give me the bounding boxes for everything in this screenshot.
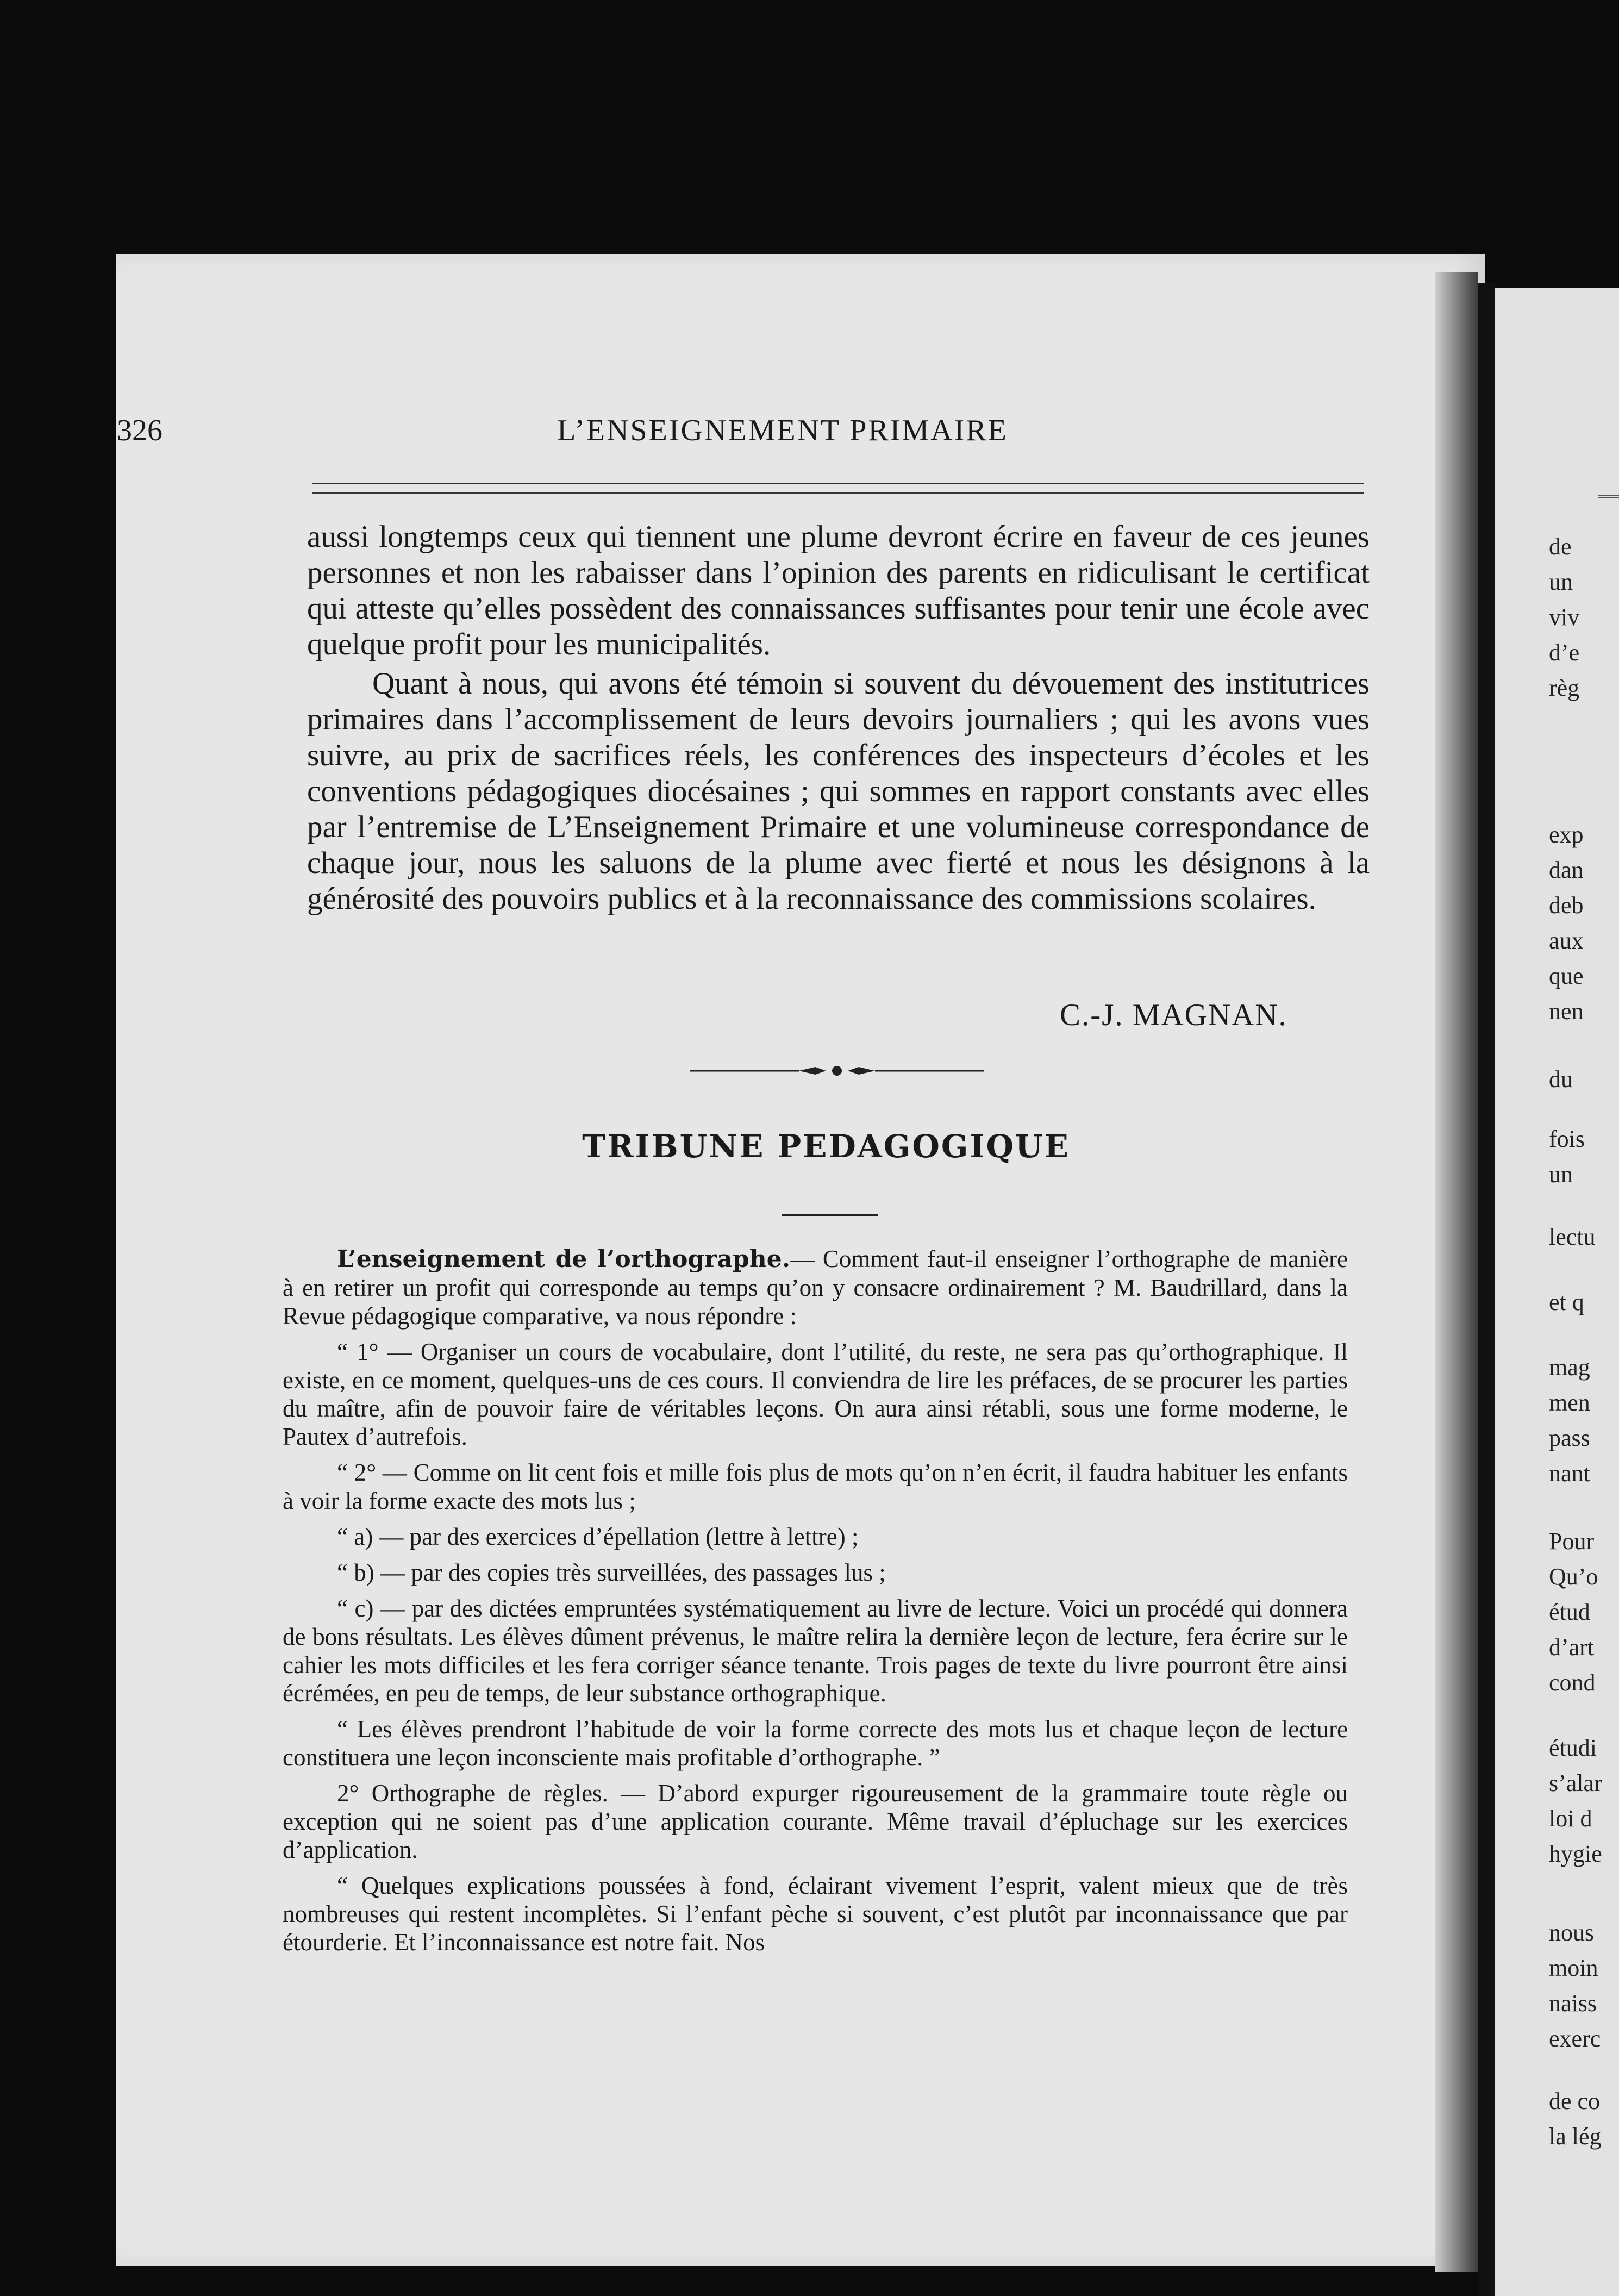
section-paragraph: “ Les élèves prendront l’habitude de voir la forme correcte des mots lus et chaque leçon de lecture constituera une leçon inconsciente mais profitable d’orthographe. ” (283, 1715, 1348, 1771)
section-paragraph: “ b) — par des copies très surveillées, des passages lus ; (337, 1559, 886, 1586)
section-paragraph: “ Quelques explications poussées à fond, éclairant vivement l’esprit, valent mieux que de très nombreuses qui restent incomplètes. Si l’enfant pèche si souvent, c’est plutôt par inconnaissance que par étourderie. Et l’inconnaissance est notre fait. Nos (283, 1872, 1348, 1956)
adjacent-page-fragment: de (1549, 533, 1572, 560)
adjacent-page-fragment: Qu’o (1549, 1563, 1598, 1590)
section-title-rule (782, 1214, 878, 1216)
adjacent-page-fragment: exp (1549, 821, 1584, 848)
adjacent-page-fragment: aux (1549, 927, 1584, 954)
adjacent-page-fragment: nen (1549, 998, 1584, 1025)
adjacent-page-fragment: s’alar (1549, 1770, 1602, 1796)
adjacent-page-fragment: loi d (1549, 1805, 1592, 1832)
article-signature: C.-J. MAGNAN. (1060, 998, 1287, 1032)
adjacent-page-fragment: étud (1549, 1599, 1590, 1625)
adjacent-page-fragment: un (1549, 569, 1573, 595)
article-end (307, 519, 1370, 920)
adjacent-page-fragment: de co (1549, 2088, 1601, 2114)
adjacent-page-fragment: la lég (1549, 2123, 1602, 2150)
adjacent-page-fragment: que (1549, 963, 1584, 989)
lead-paragraph (283, 1245, 1348, 1330)
section-body (283, 1245, 1348, 1964)
adjacent-page-fragment: nant (1549, 1460, 1590, 1487)
adjacent-page-fragment: d’e (1549, 639, 1580, 666)
adjacent-page-fragment: étudi (1549, 1735, 1597, 1761)
page-gutter (1435, 272, 1478, 2272)
adjacent-page-fragment: moin (1549, 1955, 1598, 1981)
adjacent-page-fragment: un (1549, 1161, 1573, 1188)
header-double-rule (312, 483, 1364, 494)
adjacent-page-header-rule (1598, 495, 1619, 498)
journal-title: L’ENSEIGNEMENT PRIMAIRE (557, 414, 1008, 447)
section-paragraph: “ 1° — Organiser un cours de vocabulaire, dont l’utilité, du reste, ne sera pas qu’orthographique. Il existe, en ce moment, quelques-uns de ces cours. Il conviendra de lire les préfaces, de se procurer les parties du maître, afin de pouvoir faire de véritables leçons. On aura ainsi rétabli, sous une forme moderne, le Pautex d’autrefois. (283, 1338, 1348, 1450)
adjacent-page-fragment: men (1549, 1389, 1590, 1416)
adjacent-page-fragment: pass (1549, 1425, 1590, 1451)
adjacent-page-fragment: et q (1549, 1289, 1584, 1315)
page-number: 326 (117, 414, 162, 447)
adjacent-page-fragment: naiss (1549, 1990, 1597, 2017)
adjacent-page-fragment: dan (1549, 857, 1584, 883)
section-paragraph: “ a) — par des exercices d’épellation (lettre à lettre) ; (337, 1523, 859, 1550)
section-paragraph: “ 2° — Comme on lit cent fois et mille fois plus de mots qu’on n’en écrit, il faudra habituer les enfants à voir la forme exacte des mots lus ; (283, 1459, 1348, 1514)
adjacent-page-fragment: mag (1549, 1354, 1590, 1381)
article-paragraph: Quant à nous, qui avons été témoin si souvent du dévouement des institutrices primaires dans l’accomplissement de leurs devoirs journaliers ; qui les avons vues suivre, au prix de sacrifices réels, les conférences des inspecteurs d’écoles et les conventions pédagogiques diocésaines ; qui sommes en rapport constants avec elles par l’entremise de L’Enseignement Primaire et une volumineuse correspondance de chaque jour, nous les saluons de la plume avec fierté et nous les désignons à la générosité des pouvoirs publics et à la reconnaissance des commissions scolaires. (307, 666, 1370, 916)
lead-heading: L’enseignement de l’orthographe. (337, 1245, 791, 1273)
adjacent-page-fragment: du (1549, 1066, 1573, 1093)
adjacent-page-fragment: deb (1549, 892, 1584, 919)
adjacent-page-fragment: exerc (1549, 2025, 1601, 2052)
adjacent-page-fragment: fois (1549, 1126, 1585, 1152)
section-paragraph: 2° Orthographe de règles. — D’abord expurger rigoureusement de la grammaire toute règle ou exception qui ne soient pas d’une application courante. Même travail d’épluchage sur les exercices d’application. (283, 1780, 1348, 1863)
lead-text: — Comment faut-il enseigner l’orthographe de manière à en retirer un profit qui corresponde au temps qu’on y consacre ordinairement ? M. Baudrillard, dans la Revue pédagogique comparative, va nous répondre : (283, 1245, 1348, 1330)
section-divider-ornament (690, 1063, 984, 1079)
adjacent-page-fragment: lectu (1549, 1224, 1596, 1250)
section-paragraph: “ c) — par des dictées empruntées systématiquement au livre de lecture. Voici un procédé qui donnera de bons résultats. Les élèves dûment prévenus, le maître relira la dernière leçon de lecture, fera écrire sur le cahier les mots difficiles et les fera corriger séance tenante. Trois pages de texte du livre pourront être ainsi écrémées, en peu de temps, de leur substance orthographique. (283, 1595, 1348, 1707)
section-title: TRIBUNE PEDAGOGIQUE (582, 1128, 1070, 1165)
adjacent-page-fragment: viv (1549, 604, 1580, 631)
adjacent-page-fragment: hygie (1549, 1840, 1602, 1867)
adjacent-page-fragment: d’art (1549, 1634, 1595, 1661)
adjacent-page-fragment: règ (1549, 675, 1580, 701)
adjacent-page-fragment: nous (1549, 1919, 1595, 1946)
adjacent-page (1495, 288, 1619, 2296)
article-paragraph: aussi longtemps ceux qui tiennent une plume devront écrire en faveur de ces jeunes personnes et non les rabaisser dans l’opinion des parents en ridiculisant le certificat qui atteste qu’elles possèdent des connaissances suffisantes pour tenir une école avec quelque profit pour les municipalités. (307, 520, 1370, 662)
running-head (196, 413, 1370, 451)
adjacent-page-fragment: cond (1549, 1669, 1596, 1696)
adjacent-page-fragment: Pour (1549, 1528, 1595, 1555)
book-spine (1478, 283, 1495, 2296)
